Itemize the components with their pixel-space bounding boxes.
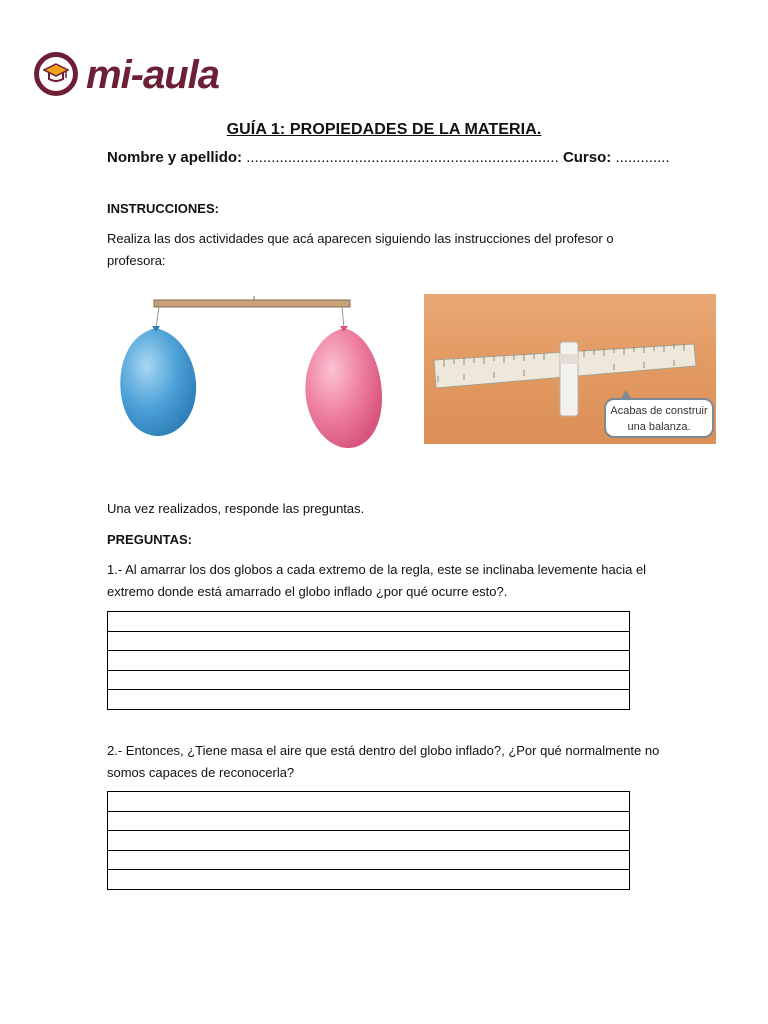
answer-line[interactable] bbox=[108, 632, 629, 652]
answer-line[interactable] bbox=[108, 870, 629, 890]
instructions-heading: INSTRUCCIONES: bbox=[107, 201, 219, 216]
course-label: Curso: bbox=[562, 149, 612, 166]
answer-line[interactable] bbox=[108, 690, 629, 710]
answer-line[interactable] bbox=[108, 851, 629, 871]
answer-line[interactable] bbox=[108, 831, 629, 851]
ruler-balance-image bbox=[424, 294, 716, 444]
answer-line[interactable] bbox=[108, 812, 629, 832]
graduation-cap-icon bbox=[34, 52, 78, 96]
answer-line[interactable] bbox=[108, 671, 629, 691]
balance-caption-line-1: Acabas de construir bbox=[610, 405, 708, 417]
balloons-on-ruler-image bbox=[116, 280, 392, 456]
answer-box-2[interactable] bbox=[107, 791, 630, 890]
worksheet-title: GUÍA 1: PROPIEDADES DE LA MATERIA. bbox=[226, 121, 542, 138]
instructions-text: Realiza las dos actividades que acá aparecen siguiendo las instrucciones del profesor o profesora: bbox=[107, 231, 614, 268]
name-label: Nombre y apellido: bbox=[107, 149, 243, 166]
balance-caption-line-2: una balanza. bbox=[627, 421, 691, 433]
after-activities-text: Una vez realizados, responde las preguntas. bbox=[107, 501, 365, 516]
answer-line[interactable] bbox=[108, 792, 629, 812]
questions-heading: PREGUNTAS: bbox=[107, 532, 192, 547]
student-info-line[interactable] bbox=[107, 149, 670, 166]
balance-caption-bubble bbox=[604, 398, 714, 438]
answer-box-1[interactable] bbox=[107, 611, 630, 710]
logo-text: mi-aula bbox=[86, 53, 220, 97]
question-2: 2.- Entonces, ¿Tiene masa el aire que está dentro del globo inflado?, ¿Por qué normalmente no somos capaces de reconocerla? bbox=[107, 743, 660, 780]
course-blank[interactable]: ............. bbox=[615, 149, 670, 166]
answer-line[interactable] bbox=[108, 612, 629, 632]
question-1: 1.- Al amarrar los dos globos a cada extremo de la regla, este se inclinaba levemente hacia el extremo donde está amarrado el globo inflado ¿por qué ocurre esto?. bbox=[107, 562, 647, 599]
logo bbox=[34, 50, 224, 106]
answer-line[interactable] bbox=[108, 651, 629, 671]
name-blank[interactable]: ........................................................................... bbox=[246, 149, 559, 166]
